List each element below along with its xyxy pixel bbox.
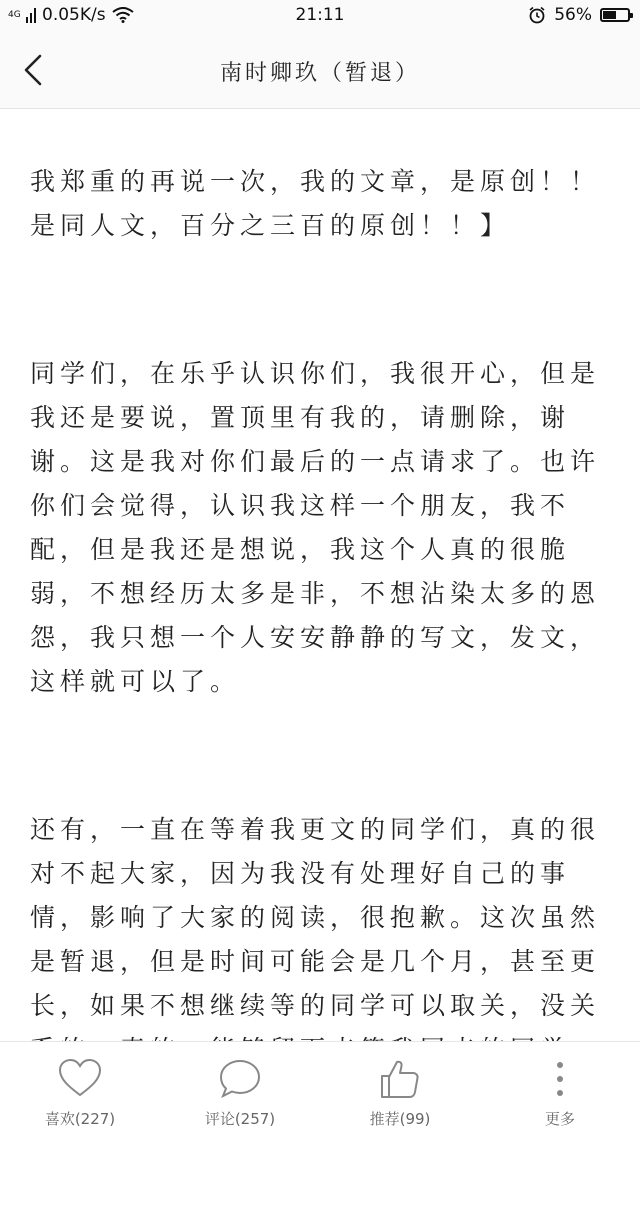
battery-fill <box>603 11 616 19</box>
battery-icon <box>600 8 630 22</box>
status-right <box>528 5 630 25</box>
battery-percent: 56% <box>554 5 592 25</box>
more-label: 更多 <box>544 1110 575 1128</box>
status-bar <box>0 0 640 32</box>
paragraph-3: 还有，一直在等着我更文的同学们，真的很对不起大家，因为我没有处理好自己的事情，影响了大家的阅读，很抱歉。这次虽然是暂退，但是时间可能会是几个月，甚至更长，如果不想继续等的同学可以取关，没关 <box>30 815 601 1020</box>
more-button[interactable] <box>480 1042 640 1138</box>
like-button[interactable] <box>0 1042 160 1138</box>
speech-bubble-icon <box>218 1058 262 1100</box>
vertical-dots-icon <box>554 1058 566 1100</box>
recommend-label: 推荐(99) <box>369 1110 431 1128</box>
like-label: 喜欢(227) <box>44 1110 116 1128</box>
comment-label: 评论(257) <box>204 1110 276 1128</box>
net-speed: 0.05K/s <box>42 5 106 25</box>
thumbs-up-icon <box>378 1058 422 1100</box>
paragraph-1: 我郑重的再说一次，我的文章，是原创！！是同人文，百分之三百的原创！！】 <box>30 167 601 240</box>
heart-icon <box>58 1058 102 1098</box>
bottom-action-bar <box>0 1041 640 1138</box>
status-time: 21:11 <box>295 5 345 25</box>
paragraph-2: 同学们，在乐乎认识你们，我很开心，但是我还是要说，置顶里有我的，请删除，谢谢。这是我对你们最后的一点请求了。也许你们会觉得，认识我这样一个朋友，我不配，但是我还是想说，我这个人真的很脆弱，不想经历太多是非，不想沾染太多的恩怨，我只想一个人安安静静的写文，发文，这样就可以了。 <box>30 359 601 696</box>
comment-button[interactable] <box>160 1042 320 1138</box>
network-type: 4G <box>8 9 21 20</box>
recommend-button[interactable] <box>320 1042 480 1138</box>
header <box>0 32 640 109</box>
page-title: 南时卿玖（暂退） <box>219 61 420 86</box>
alarm-clock-icon <box>528 6 546 24</box>
